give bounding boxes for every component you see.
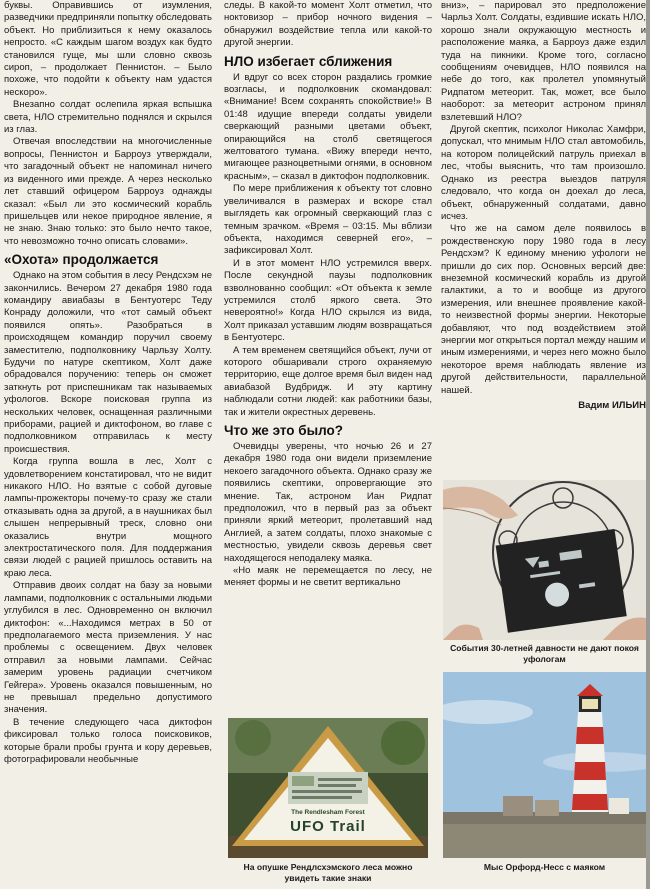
paragraph: Другой скептик, психолог Николас Хамфри, допускал, что мнимым НЛО стал автомобиль, на котором полицейский патруль приехал в лес, чтобы выяснить, что там произошло. Однако из реестра выездов патруля следовало, что когда он доехал до леса, объект, обнаруженный солдатами, давно исчез. — [441, 124, 646, 222]
lighthouse-image — [443, 672, 646, 858]
photo-caption: На опушке Рендлсхэмского леса можно увидеть такие знаки — [243, 862, 413, 883]
paragraph: Что же на самом деле появилось в рождественскую пору 1980 года в лесу Рендсхэм? К единому мнению уфологи не пришли до сих пор. Основных версий две: внеземной космический корабль из другой галактики, а то и вообще из другого измерения, или внешнее проявление какой-то неизвестной формы энергии. Некоторые добавляют, что под воздействием этой энергии мог открыться портал между нашим и иным измерениями, и через него можно было некоторое время наблюдать явление из другой действительности, параллельной нашей. — [441, 223, 646, 396]
lighthouse-photo — [443, 672, 646, 858]
paragraph: Однако на этом события в лесу Рендсхэм не закончились. Вечером 27 декабря 1980 года командиру авиабазы в Бентуотерс Теду Конраду доложили, что «тот самый объект появился опять». Разобраться в происходящем командир поручил своему заместителю, подполковнику Чарльзу Холту. Будучи по натуре скептиком, Холт даже обрадовался поручению: теперь он сможет заткнуть рот приспешникам так называемых уфологов. Вскоре поисковая группа из нескольких человек, оснащенная различными приборами, рацией и диктофоном, во главе с подполковником отправилась к месту происшествия. — [4, 270, 212, 455]
paragraph: И в этот момент НЛО устремился вверх. После секундной паузы подполковник взволнованно сообщил: «От объекта к земле устремился столб яркого света. Это невероятно!» Когда НЛО скрылся из вида, Холт приказал уставшим людям возвращаться в Бентуотерс. — [224, 257, 432, 344]
column-1 — [4, 0, 212, 766]
paragraph: А тем временем светящийся объект, лучи от которого обшаривали строго охраняемую территорию, еще долгое время был виден над авиабазой Вудбридж. И эту картину наблюдали сотни людей: как работники базы, так и жители окрестных деревень. — [224, 344, 432, 418]
sign-subtitle: The Rendlesham Forest — [291, 809, 365, 816]
paragraph: Отвечая впоследствии на многочисленные вопросы, Пеннистон и Барроуз утверждали, что загадочный объект не напоминал ничего из виденного ими прежде. А через несколько лет ставший офицером Барроуз однажды сказал: «Был ли это космический корабль пришельцев или некое природное явление, я не знаю. Знаю только: это было нечто такое, что невозможно точно описать словами». — [4, 136, 212, 247]
paragraph: Когда группа вошла в лес, Холт с удовлетворением констатировал, что не видит никакого НЛО. Но взятые с собой дуговые лампы-прожекторы почему-то сразу же стали отказывать одна за другой, а в наушниках был слышен непрерывный треск, словно они оказались внутри мощного электростатического поля. Для поддержания связи людей с рацией пришлось оставить на краю леса. — [4, 456, 212, 579]
section-heading: НЛО избегает сближения — [224, 53, 393, 69]
ufo-photo-evidence — [443, 480, 646, 640]
section-heading: «Охота» продолжается — [4, 252, 159, 268]
photo-caption: События 30-летней давности не дают покоя уфологам — [450, 643, 639, 664]
photo-caption: Мыс Орфорд-Несс с маяком — [483, 862, 606, 872]
paragraph: В течение следующего часа диктофон фиксировал только голоса поисковиков, которые брали пробы грунта и кору деревьев, фотографировали необычные — [4, 716, 212, 765]
column-3 — [441, 0, 646, 414]
paragraph: следы. В какой-то момент Холт отметил, что ноктовизор – прибор ночного видения – обнаружил воздействие тепла или какой-то другой энергии. — [224, 0, 432, 49]
paragraph: Внезапно солдат ослепила яркая вспышка света, НЛО стремительно поднялся и скрылся из глаз. — [4, 99, 212, 136]
page-edge — [646, 0, 650, 889]
paragraph: И вдруг со всех сторон раздались громкие возгласы, и подполковник скомандовал: «Внимание! Всем сохранять спокойствие!» В 01:48 идущие впереди солдаты увидели сверкающий разными цветами объект, опирающийся на столб светящегося желтоватого тумана. «Вижу впереди нечто, мигающее разноцветными огнями, в основном красным», – сказал в диктофон подполковник. — [224, 71, 432, 182]
section-heading: Что же это было? — [224, 423, 344, 438]
paragraph: вниз», – парировал это предположение Чарльз Холт. Солдаты, ездившие искать НЛО, хорошо знали окружающую местность и расположение маяка, а Барроуз даже ездил туда на пикники. Кроме того, согласно сообщениям очевидцев, НЛО появился на небе до того, как пролетел упомянутый Ридпатом метеорит. Так, может, все было наоборот: за метеорит астроном принял взлетевший НЛО? — [441, 0, 646, 123]
paragraph: Отправив двоих солдат на базу за новыми лампами, подполковник с остальными людьми углубился в лес. Одновременно он включил диктофон: «...Находимся метрах в 50 от предполагаемого места приземления. У нас проблемы с освещением. Двух человек отправил за новыми лампами. Сейчас замерим уровень радиации счетчиком Гейгера». Уровень оказался повышенным, но не превышал предельно допустимого значения. — [4, 580, 212, 716]
column-2 — [224, 0, 432, 590]
sign-title: UFO Trail — [290, 818, 366, 835]
forest-sign-image — [228, 718, 428, 858]
evidence-image — [443, 480, 646, 640]
author-signature: Вадим ИЛЬИН — [578, 400, 646, 411]
paragraph: Очевидцы уверены, что ночью 26 и 27 декабря 1980 года они видели приземление некоего загадочного объекта. Однако сразу же появились скептики, опровергающие это мнение. Так, астроном Иан Ридпат предположил, что в первый раз за объект приняли яркий метеорит, пролетавший над Англией, а затем солдаты, плохо знакомые с местностью, увидели сквозь деревья свет находящегося неподалеку маяка. — [224, 441, 432, 564]
paragraph: «Но маяк не перемещается по лесу, не меняет формы и не светит вертикально — [224, 565, 432, 589]
paragraph: буквы. Оправившись от изумления, разведчики предприняли попытку обследовать объект. Но приблизиться к нему оказалось непросто. «С каждым шагом воздух как будто становился гуще, мы шли словно сквозь сироп, – продолжает Пеннистон. – Было похоже, что подойти к объекту нам удастся нескоро». — [4, 0, 212, 98]
ufo-trail-sign-photo — [228, 718, 428, 858]
paragraph: По мере приближения к объекту тот словно увеличивался в размерах и вскоре стал выглядеть как огромный сверкающий глаз с темным зрачком. «Время – 03:15. Мы вблизи объекта, находимся северней его», – зафиксировал Холт. — [224, 183, 432, 257]
